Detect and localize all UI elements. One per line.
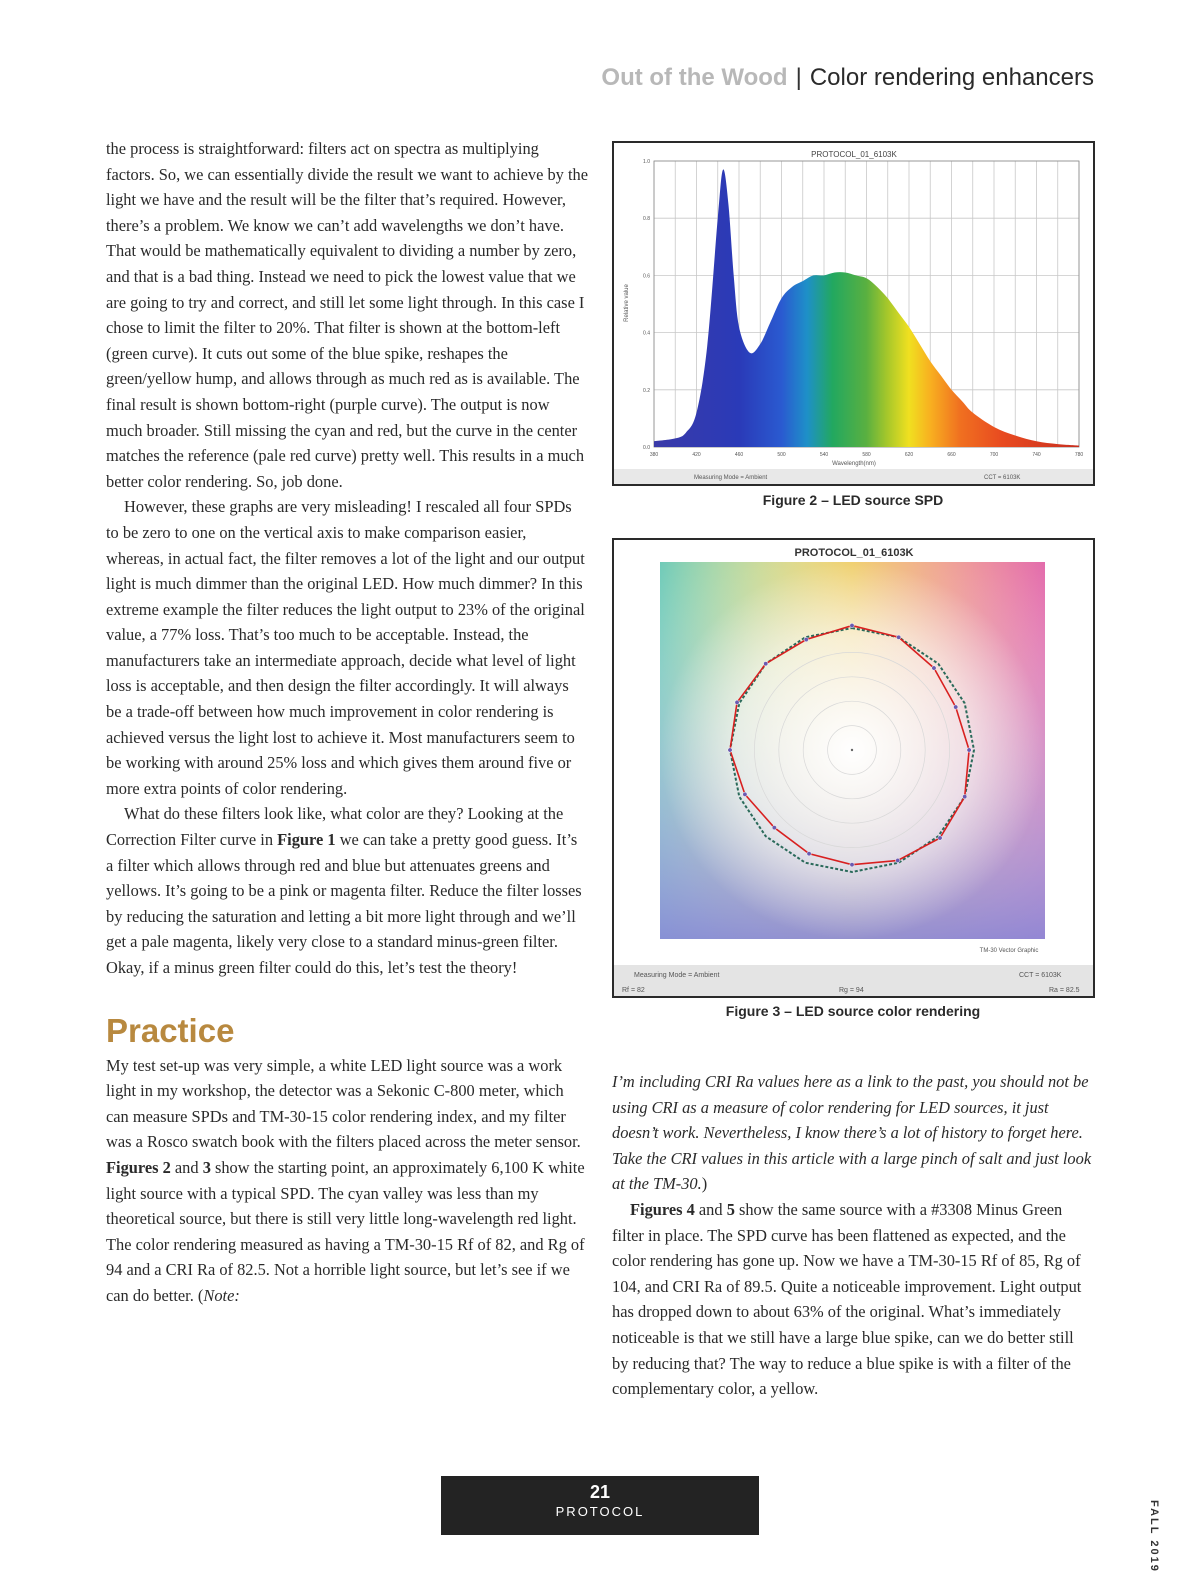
- tm30-point: [896, 635, 900, 639]
- spd-ytick: 0.0: [643, 445, 650, 451]
- figure-ref-2: Figures 2: [106, 1157, 171, 1177]
- tm30-point: [850, 862, 854, 866]
- spd-ytick: 0.4: [643, 330, 650, 337]
- p5-text-b: and: [694, 1199, 727, 1219]
- figure-3-frame: [612, 538, 1095, 998]
- paragraph-1: the process is straightforward: filters act on spectra as multiplying factors. So, we can essentially divide the result we want to achieve by the light we have and the result will be the filter that’s required. However, there’s a problem. We know we can’t add wavelengths we don’t have. That would be mathematically equivalent to dividing a number by zero, and that is a bad thing. Instead we need to pick the lowest value that we are going to try and correct, and still let some light through. In this case I chose to limit the filter to 20%. That filter is shown at the bottom-left (green curve). It cuts out some of the blue spike, reshapes the green/yellow hump, and allows through as much red as is available. The final result is shown bottom-right (purple curve). The output is now much broader. Still missing the cyan and red, but the curve in the center matches the reference (pale red curve) pretty well. This results in a much better color rendering. So, job done.: [106, 139, 589, 491]
- paragraph-5: [612, 1197, 1094, 1402]
- spd-xlabel: Wavelength(nm): [832, 461, 876, 467]
- page-number: 21: [589, 1482, 611, 1502]
- left-column: [106, 136, 588, 1309]
- tm30-point: [772, 825, 776, 829]
- section-name: Out of the Wood: [601, 64, 788, 91]
- tm30-point: [735, 700, 739, 704]
- figure-ref-3: 3: [202, 1157, 211, 1177]
- spd-cct-label: CCT = 6103K: [984, 475, 1021, 481]
- spd-xtick: 740: [1032, 452, 1041, 458]
- figure-ref-1: Figure 1: [277, 830, 336, 850]
- p4-text-e: show the starting point, an approximately 6,100 K white light source with a typical SPD. The cyan valley was less than my theoretical source, but there is still very little long-wavelength red light. The color rendering measured as having a TM-30-15 Rf of 82, and Rg of 94 and a CRI Ra of 82.5. Not a horrible light source, but let’s see if we can do better. (: [106, 1157, 585, 1305]
- issue-label: FALL 2019: [1148, 1500, 1160, 1573]
- right-column: [612, 1069, 1094, 1402]
- p5-text-d: show the same source with a #3308 Minus Green filter in place. The SPD curve has been flattened as expected, and the color rendering has gone up. Now we have a TM-30-15 Rf of 85, Rg of 104, and CRI Ra of 89.5. Quite a noticeable improvement. Light output has dropped down to about 63% of the original. What’s immediately noticeable is that we still have a large blue spike, can we do better still by reducing that? The way to reduce a blue spike is with a filter of the complementary color, a yellow.: [612, 1199, 1082, 1399]
- tm30-point: [807, 851, 811, 855]
- paragraph-4: [106, 1053, 588, 1309]
- tm30-point: [743, 792, 747, 796]
- spd-mode-label: Measuring Mode = Ambient: [694, 475, 768, 481]
- tm30-graphic-label: TM-30 Vector Graphic: [979, 948, 1039, 954]
- tm30-point: [850, 623, 854, 627]
- tm30-cct: CCT = 6103K: [1019, 972, 1062, 979]
- spd-ytick: 1.0: [643, 159, 650, 165]
- spd-xtick: 540: [819, 452, 829, 458]
- spd-ytick: 0.6: [643, 273, 650, 280]
- figure-2-caption: Figure 2 – LED source SPD: [762, 492, 944, 508]
- spd-xtick: 500: [777, 452, 786, 458]
- spd-xtick: 660: [947, 452, 956, 458]
- spd-xtick: 420: [692, 452, 701, 458]
- spd-xtick: 700: [989, 452, 999, 458]
- spd-ytick: 0.8: [643, 216, 650, 223]
- figure-ref-4: Figures 4: [630, 1199, 695, 1219]
- article-topic: Color rendering enhancers: [809, 64, 1094, 91]
- spd-ytick: 0.2: [643, 387, 650, 394]
- paragraph-2: However, these graphs are very misleading! I rescaled all four SPDs to be zero to one on the vertical axis to make comparison easier, whereas, in actual fact, the filter removes a lot of the light and our output light is much dimmer than the original LED. How much dimmer? In this extreme example the filter reduces the light output to 23% of the original value, a 77% loss. That’s too much to be acceptable. Instead, the manufacturers take an intermediate approach, decide what level of light loss is acceptable, and then design the filter accordingly. It will always be a trade-off between how much improvement in color rendering is achieved versus the light lost to achieve it. Most manufacturers seem to be working with around 25% loss and which gives them around five or more extra points of color rendering.: [106, 497, 585, 798]
- figure-2-frame: [612, 141, 1095, 486]
- note-text: I’m including CRI Ra values here as a link to the past, you should not be using CRI as a measure of color rendering for LED sources, it just doesn’t work. Nevertheless, I know there’s a lot of history to forget here. Take the CRI values in this article with a large pinch of salt and just look at the TM-30.: [612, 1072, 1092, 1194]
- spd-xtick: 580: [862, 452, 871, 458]
- tm30-rf: Rf = 82: [622, 987, 645, 994]
- spd-xtick: 620: [904, 452, 914, 458]
- tm30-point: [896, 858, 900, 862]
- spd-xtick: 380: [649, 452, 659, 458]
- italic-note: [612, 1069, 1094, 1197]
- tm30-point: [953, 705, 957, 709]
- tm30-point: [967, 748, 971, 752]
- tm30-rg: Rg = 94: [839, 987, 864, 994]
- tm30-mode: Measuring Mode = Ambient: [634, 972, 720, 979]
- p4-text-a: My test set-up was very simple, a white LED light source was a work light in my workshop, the detector was a Sekonic C-800 meter, which can measure SPDs and TM-30-15 color rendering index, and my filter was a Rosco swatch book with the filters placed across the meter sensor.: [106, 1055, 581, 1152]
- running-header: [601, 64, 1094, 92]
- note-close: ): [701, 1174, 708, 1194]
- publication-name: PROTOCOL: [555, 1504, 645, 1519]
- note-label: Note:: [203, 1285, 240, 1305]
- tm30-ra: Ra = 82.5: [1049, 987, 1080, 994]
- spd-footer-bar: [614, 469, 1093, 484]
- tm30-chart: [614, 540, 1093, 996]
- spd-xtick: 460: [734, 452, 744, 458]
- spd-ylabel: Relative value: [624, 284, 630, 322]
- spd-xtick: 780: [1074, 452, 1084, 458]
- header-separator: |: [795, 64, 802, 91]
- figure-ref-5: 5: [726, 1199, 735, 1219]
- p3-text-b: we can take a pretty good guess. It’s a filter which allows through red and blue but attenuates greens and yellows. It’s going to be a pink or magenta filter. Reduce the filter losses by reducing the saturation and letting a bit more light through and we’ll get a pale magenta, likely very close to a standard minus-green filter. Okay, if a minus green filter could do this, let’s test the theory!: [106, 830, 582, 977]
- p3-text-a: What do these filters look like, what color are they? Looking at the Correction Filter curve in: [106, 804, 564, 850]
- page-footer: [441, 1476, 759, 1535]
- spd-chart: [614, 143, 1093, 484]
- p4-text-c: and: [170, 1157, 203, 1177]
- spd-title: PROTOCOL_01_6103K: [811, 150, 897, 159]
- tm30-point: [938, 836, 942, 840]
- tm30-title: PROTOCOL_01_6103K: [794, 547, 914, 559]
- paragraph-3: [106, 801, 588, 980]
- figure-3-caption: Figure 3 – LED source color rendering: [725, 1003, 981, 1019]
- tm30-point: [963, 794, 967, 798]
- tm30-point: [764, 662, 768, 666]
- tm30-point: [804, 637, 808, 641]
- tm30-point: [932, 666, 936, 670]
- tm30-center: [851, 749, 853, 751]
- tm30-point: [728, 748, 732, 752]
- section-heading-practice: Practice: [106, 1011, 235, 1049]
